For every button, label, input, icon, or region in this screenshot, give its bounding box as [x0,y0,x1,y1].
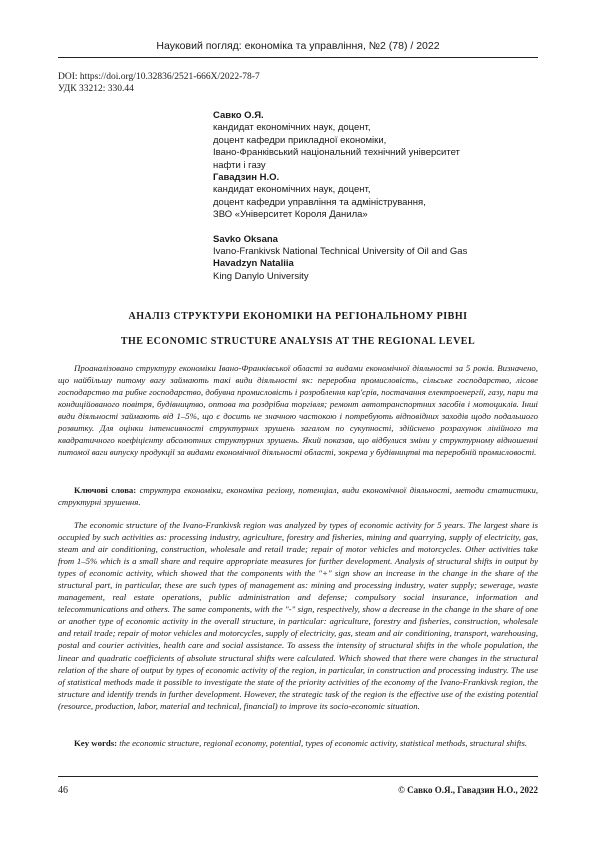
author-name: Savko Oksana [213,233,278,245]
author-position: доцент кафедри прикладної економіки, [213,134,387,146]
author-en-2 [213,258,543,283]
udc-code: УДК 33212: 330.44 [58,84,134,94]
keywords-ua [58,484,538,508]
footer-divider [58,776,538,777]
author-degree: кандидат економічних наук, доцент, [213,184,371,196]
author-affiliation: King Danylo University [213,270,309,282]
author-name: Гавадзин Н.О. [213,172,280,184]
abstract-ua: Проаналізовано структуру економіки Івано-Франківської області за видами економічної діяльності за 5 років. Визначено, що найбільшу питому вагу займають такі види діяльності як: переробна промисловість, сільське господарство, лісове господарство та рибне господарство, добувна промисловість і розроблення кар'єрів, постачання електроенергії, газу, пари та кондиційованого повітря, будівництво, оптова та роздрібна торгівля; ремонт автотранспортних засобів і мотоциклів. Інші види діяльності займають від 1–5%, що є досить не значною частокою і потребують відповідних заходів щодо подальшого розвитку. Для оцінки інтенсивності структурних зрушень загалом по сукупності, здійснено розрахунок лінійного та квадратичного коефіцієнту абсолютних структурних зрушень. Який показав, що відбулися зміни у структурному відношенні питомої ваги випуску продукції за видами економічної діяльності області, зокрема у будівництві та переробній промисловості. [58,363,538,458]
keywords-label: Ключові слова: [74,485,137,495]
article-title-ua: АНАЛІЗ СТРУКТУРИ ЕКОНОМІКИ НА РЕГІОНАЛЬНОМУ РІВНІ [128,311,468,322]
author-en-1 [213,234,543,259]
author-affiliation: Ivano-Frankivsk National Technical University of Oil and Gas [213,246,468,258]
keywords-en [58,737,538,749]
author-ua-1 [213,110,543,172]
author-position: доцент кафедри управління та адміністрування, [213,196,426,208]
author-name: Havadzyn Nataliia [213,258,294,270]
author-block [213,110,543,283]
author-institution: Івано-Франківський національний технічний університет [213,147,460,159]
author-institution: ЗВО «Університет Короля Данила» [213,209,368,221]
keywords-label: Key words: [74,738,118,748]
journal-header: Науковий погляд: економіка та управління, №2 (78) / 2022 [156,40,440,52]
author-institution-cont: нафти і газу [213,159,266,171]
author-name: Савко О.Я. [213,110,264,121]
abstract-en: The economic structure of the Ivano-Frankivsk region was analyzed by types of economic activity for 5 years. The largest share is occupied by such activities as: processing industry, agriculture, forestry and fisheries, mining and quarrying, supply of electricity, gas, steam and air conditioning, construction, wholesale and retail trade; repair of motor vehicles and motorcycles. Other activities take from 1–5% which is a small share and require appropriate measures for further development. Analysis of structural shifts in output by types of economic activity, which showed that the components with the "+" sign show an increase in the change in the share of the structural part, in particular, these are such types of management as: mining and processing industry, water supply; sewerage, waste management, real estate operations, public administration and defense; compulsory social insurance, information and telecommunications and others. The same components, with the "-" sign, respectively, show a decrease in the change in the share of one or another type of economic activity in the overall structure, in particular: agriculture, forestry and fisheries, construction, wholesale and retail trade; repair of motor vehicles and motorcycles, supply of electricity, gas, steam and air conditioning, transport, warehousing, postal and courier activities, health care and social assistance. To assess the intensity of structural shifts in the whole population, the linear and quadratic coefficients of absolute structural shifts were calculated. Which showed that there were changes in the structural relation of the share of output by types of economic activity of the region, in particular, in construction and processing industry. The use of statistical methods made it possible to investigate the state of the priority activities of the economy of the Ivano-Frankivsk region, the structure and identify trends in further development. However, the strategic task of the region is the effective use of the existing potential (resource, production, labor, material and technical, financial) to improve its socio-economic situation. [58,520,538,711]
copyright: © Савко О.Я., Гавадзин Н.О., 2022 [398,785,538,795]
header-divider [58,57,538,58]
doi[interactable]: DOI: https://doi.org/10.32836/2521-666X/2022-78-7 [58,72,260,82]
author-degree: кандидат економічних наук, доцент, [213,122,371,134]
article-title-en: THE ECONOMIC STRUCTURE ANALYSIS AT THE REGIONAL LEVEL [120,336,476,347]
page-number: 46 [58,785,68,796]
article-meta [58,71,260,95]
keywords-text: структура економіки, економіка регіону, потенціал, види економічної діяльності, методи статистики, структурні зрушення. [58,485,539,508]
author-ua-2 [213,172,543,222]
keywords-text: the economic structure, regional economy, potential, types of economic activity, statistical methods, structural shifts. [119,738,528,748]
